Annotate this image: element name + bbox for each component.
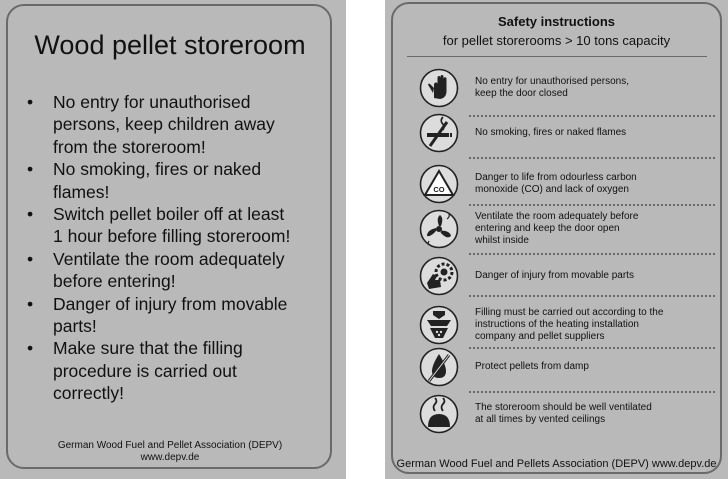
divider xyxy=(407,56,707,57)
rule-text: No smoking, fires or naked flames! xyxy=(53,159,262,202)
sign-title: Safety instructions xyxy=(497,14,616,29)
rule-text: Danger of injury from movable parts! xyxy=(53,293,288,337)
list-item xyxy=(27,293,327,338)
instruction-item xyxy=(407,162,707,206)
bullet-icon: • xyxy=(27,159,34,180)
instruction-item xyxy=(407,303,707,347)
instruction-item xyxy=(407,111,707,155)
instruction-item xyxy=(407,392,707,436)
instruction-text: Danger to life from odourless carbon monoxide (CO) and lack of oxygen xyxy=(475,172,637,195)
instruction-item xyxy=(407,345,707,389)
no-smoking-icon xyxy=(419,113,459,153)
bullet-icon: • xyxy=(27,338,34,359)
sign-subtitle: for pellet storerooms > 10 tons capacity xyxy=(442,33,671,48)
no-entry-hand-icon xyxy=(419,68,459,108)
instruction-item xyxy=(407,66,707,110)
rule-text: No entry for unauthorised persons, keep children away from the storeroom! xyxy=(53,92,275,157)
list-item xyxy=(27,91,327,158)
co-label: CO xyxy=(433,185,445,194)
co-warning-icon xyxy=(419,164,459,204)
instruction-text: The storeroom should be well ventilated at all times by vented ceilings xyxy=(475,402,652,425)
instruction-item xyxy=(407,207,707,251)
instruction-text: Danger of injury from movable parts xyxy=(475,270,634,281)
moving-parts-icon xyxy=(419,256,459,296)
rule-text: Switch pellet boiler off at least 1 hour before filling storeroom! xyxy=(53,204,291,247)
dotted-divider xyxy=(469,295,715,297)
wood-pellet-storeroom-sign xyxy=(0,0,346,479)
bullet-icon: • xyxy=(27,92,34,112)
bullet-icon: • xyxy=(27,248,34,269)
footer-website: www.depv.de xyxy=(140,452,200,463)
instruction-text: Filling must be carried out according to the instructions of the heating installation company and pellet suppliers xyxy=(475,307,664,342)
bullet-icon: • xyxy=(27,204,34,225)
rule-text: Make sure that the filling procedure is carried out correctly! xyxy=(53,338,243,404)
sign-footer: German Wood Fuel and Pellets Association (DEPV) www.depv.de xyxy=(396,458,717,470)
rule-text: Ventilate the room adequately before entering! xyxy=(53,248,285,292)
no-water-drop-icon xyxy=(419,347,459,387)
vented-ceiling-icon xyxy=(419,394,459,434)
bullet-icon: • xyxy=(27,293,34,314)
sign-footer xyxy=(0,440,340,464)
pellet-filling-icon xyxy=(419,305,459,345)
ventilation-fan-icon xyxy=(419,209,459,249)
footer-association: German Wood Fuel and Pellet Association (DEPV) xyxy=(57,440,283,451)
list-item xyxy=(27,203,327,248)
list-item xyxy=(27,158,327,203)
list-item xyxy=(27,337,327,404)
instruction-text: No entry for unauthorised persons, keep the door closed xyxy=(475,76,629,99)
instruction-item xyxy=(407,254,707,298)
dotted-divider xyxy=(469,157,715,159)
sign-title: Wood pellet storeroom xyxy=(34,30,306,60)
instruction-text: Ventilate the room adequately before entering and keep the door open whilst inside xyxy=(475,211,639,246)
instruction-text: No smoking, fires or naked flames xyxy=(475,127,627,138)
instruction-text: Protect pellets from damp xyxy=(475,361,589,372)
list-item xyxy=(27,248,327,293)
dotted-divider xyxy=(469,204,715,206)
safety-instructions-sign xyxy=(385,0,728,479)
rules-list xyxy=(27,91,327,405)
